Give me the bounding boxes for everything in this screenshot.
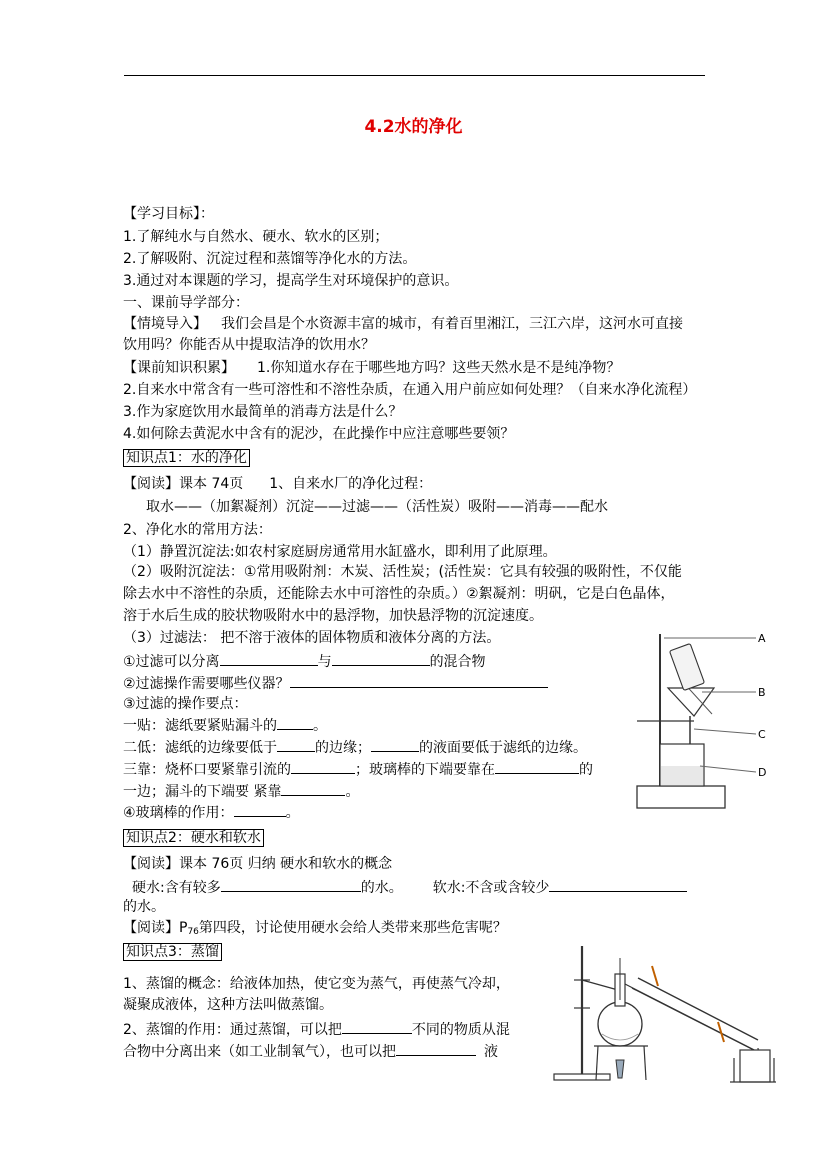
intro-label: 【情境导入】 [123,316,207,332]
kp1-m3: （3）过滤法： 把不溶于液体的固体物质和液体分离的方法。 [123,630,501,646]
prior-q3: 3.作为家庭饮用水最简单的消毒方法是什么？ [123,404,403,420]
goals-heading: 【学习目标】： [123,206,214,222]
goal-item: 3.通过对本课题的学习，提高学生对环境保护的意识。 [123,273,459,289]
prior-q2: 2.自来水中常含有一些可溶性和不溶性杂质，在通入用户前应如何处理？（自来水净化流程） [123,382,697,398]
filter-q1-and: 与 [317,654,332,670]
figure-label: C [758,728,766,741]
answer-blank[interactable] [371,737,419,752]
filter-point-1 [123,715,327,735]
kp2-box-line [123,829,264,847]
kp1-read-line [123,475,432,493]
kp1-box: 知识点1：水的净化 [123,449,250,467]
kp1-m2a: （2）吸附沉淀法：①常用吸附剂：木炭、活性炭；(活性炭：它具有较强的吸附性，不仅能 [123,564,682,580]
soft-water-text: 软水:不含或含较少 [432,880,550,896]
p76-text: 第四段，讨论使用硬水会给人类带来那些危害呢？ [198,920,507,936]
kp2-p76 [123,919,507,941]
intro-line [123,315,683,333]
intro-text-2: 饮用吗？你能否从中提取洁净的饮用水？ [123,337,375,353]
kp2-read: 【阅读】课本 76页 归纳 硬水和软水的概念 [123,856,393,872]
filter-q4 [123,802,300,822]
kp3-e2-tail: 液 [484,1044,498,1060]
point-3b-text: 一边；漏斗的下端要 紧靠 [123,784,282,800]
kp3-e1-text: 2、蒸馏的作用：通过蒸馏，可以把 [123,1022,342,1038]
answer-blank[interactable] [277,737,315,752]
goal-item: 1.了解纯水与自然水、硬水、软水的区别； [123,229,389,245]
prior-q1: 1.你知道水存在于哪些地方吗？这些天然水是不是纯净物？ [257,360,621,376]
kp3-d2: 凝聚成液体，这种方法叫做蒸馏。 [123,997,333,1013]
filter-q1-text: ①过滤可以分离 [123,654,220,670]
kp1-process: 取水——（加絮凝剂）沉淀——过滤——（活性炭）吸附——消毒——配水 [146,499,608,515]
prior-line [123,359,620,377]
answer-blank[interactable] [342,1019,412,1034]
answer-blank[interactable] [290,673,548,688]
filter-point-3 [123,759,593,779]
prior-label: 【课前知识积累】 [123,360,235,376]
kp1-m2c: 溶于水后生成的胶状物吸附水中的悬浮物，加快悬浮物的沉淀速度。 [123,608,543,624]
p76-subscript: 76 [187,927,199,937]
filter-point-2 [123,737,587,757]
kp1-read: 【阅读】课本 74页 [123,476,244,492]
kp3-box: 知识点3：蒸馏 [123,943,222,961]
filter-point-3b [123,781,359,801]
filter-q1-tail: 的混合物 [429,654,486,670]
point-2-mid: 的边缘； [315,740,371,756]
kp3-e1-tail: 不同的物质从混 [411,1022,510,1038]
kp2-box: 知识点2：硬水和软水 [123,829,264,847]
kp1-methods: 2、净化水的常用方法： [123,522,272,538]
filter-q1 [123,651,486,671]
answer-blank[interactable] [291,759,355,774]
hard-soft-line [132,877,687,897]
kp1-read2: 1、自来水厂的净化过程： [269,476,433,492]
soft-water-tail: 的水。 [123,899,165,915]
point-2-tail: 的液面要低于滤纸的边缘。 [419,740,587,756]
kp3-e2 [123,1041,498,1061]
header-rule [124,75,705,76]
point-3-tail: 的 [579,762,593,778]
filter-q4-tail: 。 [285,805,300,821]
filter-q2-text: ②过滤操作需要哪些仪器？ [123,676,290,692]
kp1-m2b: 除去水中不溶性的杂质，还能除去水中可溶性的杂质。）②絮凝剂：明矾，它是白色晶体， [123,586,675,602]
hard-water-tail: 的水。 [360,880,403,896]
p76-prefix: 【阅读】P [123,920,188,936]
kp3-e2-text: 合物中分离出来（如工业制氧气），也可以把 [123,1044,396,1060]
kp3-d1: 1、蒸馏的概念：给液体加热，使它变为蒸气，再使蒸气冷却， [123,976,510,992]
filter-q2 [123,673,548,693]
answer-blank[interactable] [221,877,361,892]
point-3-mid: ；玻璃棒的下端要靠在 [355,762,495,778]
kp3-e1 [123,1019,510,1039]
point-1-tail: 。 [313,718,327,734]
answer-blank[interactable] [332,651,430,666]
answer-blank[interactable] [281,781,345,796]
point-2-text: 二低：滤纸的边缘要低于 [123,740,277,756]
answer-blank[interactable] [396,1041,476,1056]
answer-blank[interactable] [549,877,687,892]
figure-label: D [758,766,767,779]
figure-label: B [758,686,766,699]
filtration-apparatus-figure [632,626,772,814]
answer-blank[interactable] [277,715,313,730]
goal-item: 2.了解吸附、沉淀过程和蒸馏等净化水的方法。 [123,251,417,267]
distillation-apparatus-figure [552,938,780,1086]
point-1-text: 一贴：滤纸要紧贴漏斗的 [123,718,277,734]
filter-q4-text: ④玻璃棒的作用： [123,805,234,821]
kp1-m1: （1）静置沉淀法:如农村家庭厨房通常用水缸盛水，即利用了此原理。 [123,544,557,560]
prior-q4: 4.如何除去黄泥水中含有的泥沙，在此操作中应注意哪些要领？ [123,426,515,442]
answer-blank[interactable] [220,651,318,666]
section-heading: 一、课前导学部分： [123,295,249,311]
page-title: 4.2水的净化 [364,117,463,137]
answer-blank[interactable] [495,759,579,774]
filter-q3: ③过滤的操作要点： [123,696,248,712]
hard-water-text: 硬水:含有较多 [132,880,221,896]
figure-label: A [758,632,766,645]
kp1-box-line [123,449,250,467]
intro-text: 我们会昌是个水资源丰富的城市，有着百里湘江，三江六岸，这河水可直接 [221,316,683,332]
point-3-text: 三靠：烧杯口要紧靠引流的 [123,762,291,778]
kp3-box-line [123,943,222,961]
point-3b-tail: 。 [345,784,360,800]
answer-blank[interactable] [234,802,286,817]
